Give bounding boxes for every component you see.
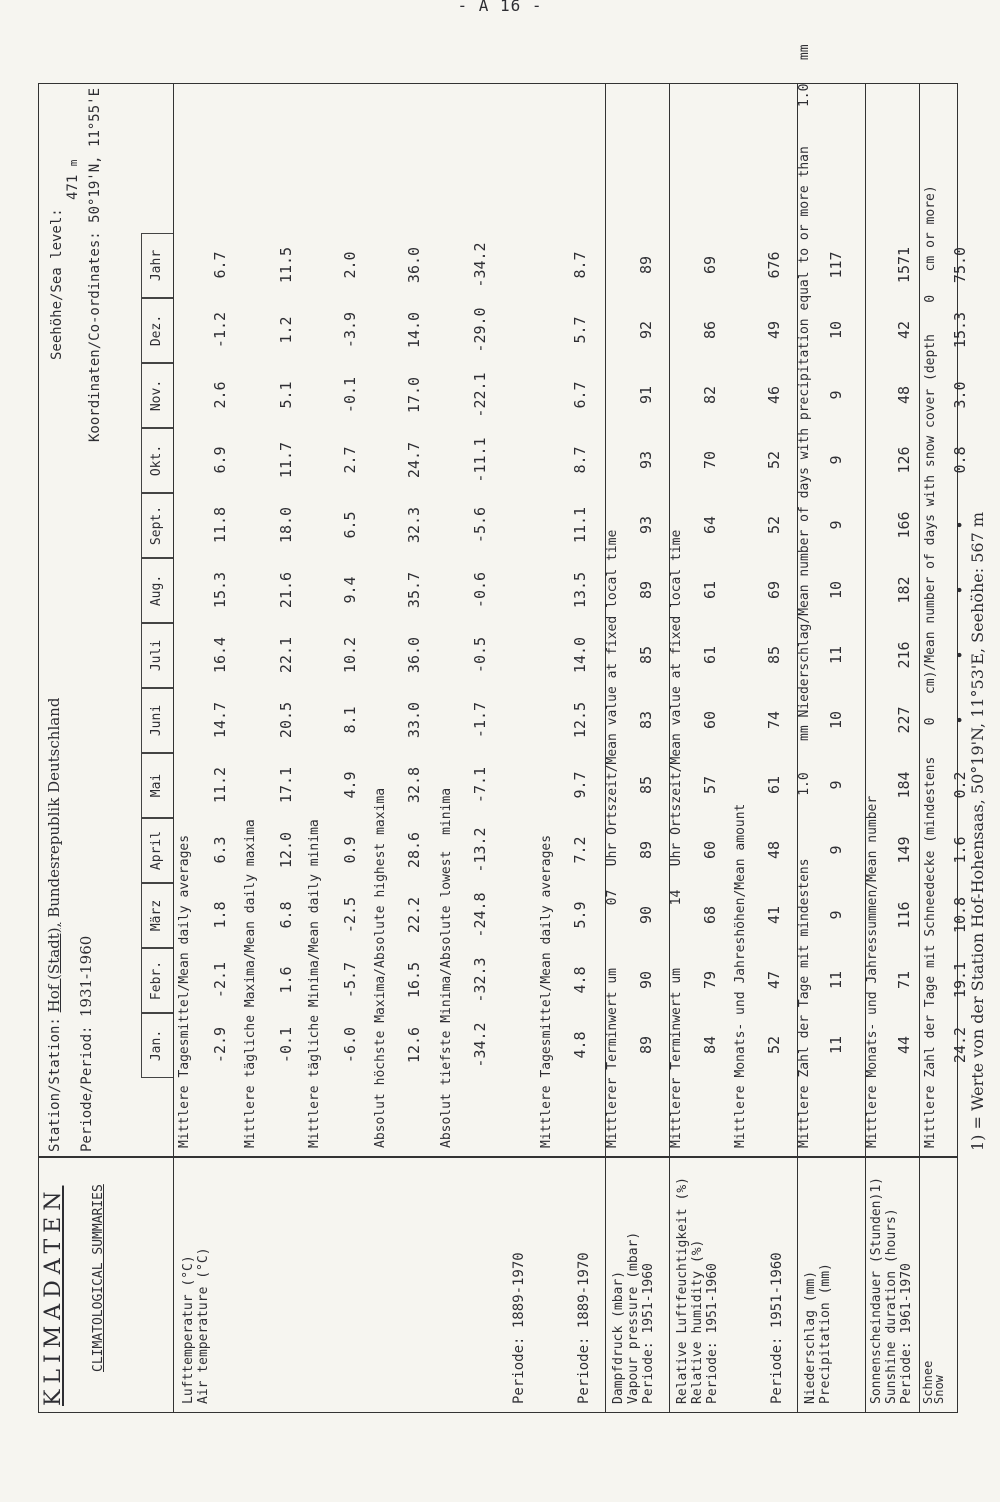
value-cell-hum07: 92 <box>637 320 655 340</box>
value-cell-precip_days: 10 <box>827 710 845 730</box>
value-cell-daily_max: 1.2 <box>277 316 295 344</box>
value-cell-abs_max: 16.5 <box>405 961 423 999</box>
value-cell-abs_max: 32.8 <box>405 766 423 804</box>
value-cell-hum14: 61 <box>701 645 719 665</box>
value-cell-daily_min: -0.1 <box>341 376 359 414</box>
vapour-pressure-label: Dampfdruck (mbar) Vapour pressure (mbar) Periode: 1951-1960 <box>611 1231 656 1404</box>
value-cell-abs_max: 36.0 <box>405 636 423 674</box>
value-cell-daily_min: 6.5 <box>341 511 359 539</box>
value-cell-sun: 182 <box>895 576 913 604</box>
month-header: Okt. <box>141 428 173 493</box>
value-cell-precip_days: 9 <box>827 845 845 855</box>
value-cell-mean_daily: 14.7 <box>211 701 229 739</box>
value-cell-snow: 10.8 <box>951 896 969 934</box>
value-cell-hum14: 68 <box>701 905 719 925</box>
period-humidity-14: Periode: 1951-1960 <box>769 1252 785 1404</box>
value-cell-sun: 166 <box>895 511 913 539</box>
value-cell-sun: 48 <box>895 385 913 405</box>
air-temperature-label: Lufttemperatur (°C) Air temperature (°C) <box>181 1247 211 1404</box>
row-label-mean_daily: Mittlere Tagesmittel/Mean daily averages <box>177 834 192 1148</box>
value-cell-hum07: 85 <box>637 775 655 795</box>
value-cell-daily_min: 0.9 <box>341 836 359 864</box>
row-label-abs_min: Absolut tiefste Minima/Absolute lowest minima <box>439 787 454 1148</box>
value-cell-precip_amt: 49 <box>765 320 783 340</box>
value-cell-precip_amt: 676 <box>765 251 783 279</box>
value-cell-sun: 71 <box>895 970 913 990</box>
month-header: Aug. <box>141 558 173 623</box>
value-cell-sun: 216 <box>895 641 913 669</box>
period-line: Periode/Period: 1931-1960 <box>77 935 95 1152</box>
row-label-hum07: Mittlerer Terminwert um 07 Uhr Ortszeit/Mean value at fixed local time <box>605 529 620 1148</box>
value-cell-snow: • <box>951 715 969 725</box>
page-title: KLIMADATEN <box>41 1185 66 1406</box>
value-cell-snow: 19.1 <box>951 961 969 999</box>
value-cell-vapour: 7.2 <box>571 836 589 864</box>
value-cell-daily_max: 11.5 <box>277 246 295 284</box>
month-header: Mai <box>141 753 173 818</box>
precipitation-label: Niederschlag (mm) Precipitation (mm) <box>803 1263 833 1404</box>
value-cell-abs_min: -11.1 <box>471 437 489 483</box>
value-cell-hum07: 90 <box>637 905 655 925</box>
month-header: Febr. <box>141 948 173 1013</box>
value-cell-daily_max: 20.5 <box>277 701 295 739</box>
value-cell-daily_max: 1.6 <box>277 966 295 994</box>
value-cell-precip_days: 10 <box>827 580 845 600</box>
value-cell-vapour: 12.5 <box>571 701 589 739</box>
value-cell-abs_min: -1.7 <box>471 701 489 739</box>
value-cell-sun: 44 <box>895 1035 913 1055</box>
value-cell-precip_amt: 69 <box>765 580 783 600</box>
value-cell-mean_daily: 6.7 <box>211 251 229 279</box>
value-cell-abs_max: 24.7 <box>405 441 423 479</box>
value-cell-vapour: 9.7 <box>571 771 589 799</box>
value-cell-precip_days: 9 <box>827 390 845 400</box>
value-cell-mean_daily: 6.9 <box>211 446 229 474</box>
snow-label: Schnee Snow <box>921 1360 946 1404</box>
row-label-sun: Mittlere Monats- und Jahressummen/Mean number <box>865 795 880 1148</box>
value-cell-precip_days: 9 <box>827 455 845 465</box>
value-cell-hum07: 89 <box>637 840 655 860</box>
value-cell-sun: 149 <box>895 836 913 864</box>
value-cell-abs_min: -5.6 <box>471 506 489 544</box>
value-cell-precip_amt: 52 <box>765 515 783 535</box>
value-cell-abs_max: 35.7 <box>405 571 423 609</box>
value-cell-abs_min: -34.2 <box>471 1022 489 1068</box>
value-cell-hum07: 89 <box>637 255 655 275</box>
value-cell-daily_max: -0.1 <box>277 1026 295 1064</box>
period-abs-min: Periode: 1889-1970 <box>576 1252 592 1404</box>
value-cell-hum14: 70 <box>701 450 719 470</box>
value-cell-vapour: 14.0 <box>571 636 589 674</box>
value-cell-mean_daily: 6.3 <box>211 836 229 864</box>
value-cell-abs_min: -29.0 <box>471 307 489 353</box>
value-cell-hum07: 90 <box>637 970 655 990</box>
value-cell-hum14: 60 <box>701 840 719 860</box>
coordinates-line: Koordinaten/Co-ordinates: 50°19'N, 11°55'E <box>87 87 103 442</box>
value-cell-hum07: 93 <box>637 450 655 470</box>
row-label-daily_max: Mittlere tägliche Maxima/Mean daily maxima <box>243 819 258 1148</box>
value-cell-precip_days: 9 <box>827 910 845 920</box>
month-header: Nov. <box>141 363 173 428</box>
value-cell-daily_max: 22.1 <box>277 636 295 674</box>
value-cell-abs_max: 12.6 <box>405 1026 423 1064</box>
value-cell-hum07: 91 <box>637 385 655 405</box>
value-cell-hum14: 82 <box>701 385 719 405</box>
month-header: Jan. <box>141 1013 173 1078</box>
value-cell-sun: 42 <box>895 320 913 340</box>
value-cell-abs_max: 33.0 <box>405 701 423 739</box>
month-header: Jahr <box>141 233 173 298</box>
value-cell-vapour: 8.7 <box>571 251 589 279</box>
row-label-daily_min: Mittlere tägliche Minima/Mean daily minima <box>307 819 322 1148</box>
elevation-line: Seehöhe/Sea level: 471 m <box>49 159 81 360</box>
value-cell-abs_min: -32.3 <box>471 957 489 1003</box>
value-cell-mean_daily: -2.9 <box>211 1026 229 1064</box>
value-cell-snow: 3.0 <box>951 381 969 409</box>
value-cell-daily_max: 5.1 <box>277 381 295 409</box>
humidity-label: Relative Luftfeuchtigkeit (%) Relative humidity (%) Periode: 1951-1960 <box>675 1177 720 1404</box>
label-column <box>39 1156 957 1412</box>
value-cell-mean_daily: -2.1 <box>211 961 229 999</box>
sunshine-label: Sonnenscheindauer (Stunden)1) Sunshine duration (hours) Periode: 1961-1970 <box>869 1177 914 1404</box>
value-cell-hum14: 79 <box>701 970 719 990</box>
value-cell-daily_min: -6.0 <box>341 1026 359 1064</box>
row-label-hum14: Mittlerer Terminwert um 14 Uhr Ortszeit/Mean value at fixed local time <box>669 529 684 1148</box>
value-cell-sun: 1571 <box>895 246 913 284</box>
value-cell-hum07: 89 <box>637 580 655 600</box>
value-cell-daily_min: -5.7 <box>341 961 359 999</box>
value-cell-vapour: 11.1 <box>571 506 589 544</box>
value-cell-precip_amt: 47 <box>765 970 783 990</box>
value-cell-precip_amt: 48 <box>765 840 783 860</box>
value-cell-precip_amt: 41 <box>765 905 783 925</box>
value-cell-abs_max: 17.0 <box>405 376 423 414</box>
value-cell-abs_max: 28.6 <box>405 831 423 869</box>
value-cell-precip_days: 10 <box>827 320 845 340</box>
value-cell-snow: 75.0 <box>951 246 969 284</box>
value-cell-abs_max: 36.0 <box>405 246 423 284</box>
month-header: März <box>141 883 173 948</box>
month-header: April <box>141 818 173 883</box>
value-cell-daily_min: 9.4 <box>341 576 359 604</box>
value-cell-abs_min: -0.6 <box>471 571 489 609</box>
value-cell-precip_days: 11 <box>827 970 845 990</box>
value-cell-abs_max: 32.3 <box>405 506 423 544</box>
value-cell-mean_daily: -1.2 <box>211 311 229 349</box>
value-cell-hum14: 86 <box>701 320 719 340</box>
value-cell-daily_min: -2.5 <box>341 896 359 934</box>
value-cell-precip_days: 9 <box>827 520 845 530</box>
row-label-precip_amt: Mittlere Monats- und Jahreshöhen/Mean amount <box>733 803 748 1148</box>
value-cell-hum14: 61 <box>701 580 719 600</box>
value-cell-precip_amt: 52 <box>765 1035 783 1055</box>
value-cell-precip_amt: 61 <box>765 775 783 795</box>
value-cell-hum07: 83 <box>637 710 655 730</box>
value-cell-snow: • <box>951 585 969 595</box>
value-cell-snow: 24.2 <box>951 1026 969 1064</box>
value-cell-vapour: 6.7 <box>571 381 589 409</box>
value-cell-snow: • <box>951 520 969 530</box>
value-cell-vapour: 5.9 <box>571 901 589 929</box>
value-cell-abs_max: 14.0 <box>405 311 423 349</box>
climate-table-sheet <box>38 44 987 1413</box>
value-cell-daily_max: 21.6 <box>277 571 295 609</box>
value-cell-hum14: 69 <box>701 255 719 275</box>
footnote: 1) = Werte von der Station Hof-Hohensaas, 50°19'N, 11°53'E, Seehöhe: 567 m <box>968 511 987 1151</box>
value-cell-snow: 15.3 <box>951 311 969 349</box>
value-cell-daily_max: 18.0 <box>277 506 295 544</box>
value-cell-snow: 1.6 <box>951 836 969 864</box>
month-header: Sept. <box>141 493 173 558</box>
value-cell-daily_max: 17.1 <box>277 766 295 804</box>
value-cell-abs_min: -34.2 <box>471 242 489 288</box>
period-abs-max: Periode: 1889-1970 <box>511 1252 527 1404</box>
value-cell-vapour: 8.7 <box>571 446 589 474</box>
value-cell-mean_daily: 11.2 <box>211 766 229 804</box>
value-cell-precip_amt: 52 <box>765 450 783 470</box>
value-cell-mean_daily: 16.4 <box>211 636 229 674</box>
value-cell-mean_daily: 15.3 <box>211 571 229 609</box>
climate-table <box>38 44 969 1413</box>
value-cell-vapour: 5.7 <box>571 316 589 344</box>
value-cell-abs_min: -22.1 <box>471 372 489 418</box>
value-cell-daily_min: 2.0 <box>341 251 359 279</box>
value-cell-precip_days: 11 <box>827 1035 845 1055</box>
value-cell-daily_max: 6.8 <box>277 901 295 929</box>
value-cell-precip_amt: 74 <box>765 710 783 730</box>
value-cell-sun: 227 <box>895 706 913 734</box>
value-cell-mean_daily: 1.8 <box>211 901 229 929</box>
value-cell-precip_amt: 46 <box>765 385 783 405</box>
value-cell-snow: 0.8 <box>951 446 969 474</box>
value-cell-precip_days: 117 <box>827 251 845 279</box>
value-cell-daily_min: 10.2 <box>341 636 359 674</box>
value-cell-precip_days: 9 <box>827 780 845 790</box>
value-cell-snow: • <box>951 650 969 660</box>
row-label-abs_max: Absolut höchste Maxima/Absolute highest maxima <box>373 787 388 1148</box>
value-cell-daily_min: 2.7 <box>341 446 359 474</box>
value-cell-hum07: 85 <box>637 645 655 665</box>
value-cell-vapour: 4.8 <box>571 1031 589 1059</box>
value-cell-sun: 184 <box>895 771 913 799</box>
value-cell-abs_max: 22.2 <box>405 896 423 934</box>
value-cell-precip_days: 11 <box>827 645 845 665</box>
value-cell-daily_min: 4.9 <box>341 771 359 799</box>
value-cell-snow: 0.2 <box>951 771 969 799</box>
page-number: - A 16 - <box>457 0 543 15</box>
value-cell-hum07: 89 <box>637 1035 655 1055</box>
value-cell-daily_max: 12.0 <box>277 831 295 869</box>
row-label-precip_days: Mittlere Zahl der Tage mit mindestens 1.0 mm Niederschlag/Mean number of days with precipitation equal to or more than 1.0 mm <box>797 44 812 1148</box>
station-line: Station/Station: Hof (Stadt), Bundesrepublik Deutschland <box>45 697 63 1152</box>
value-cell-abs_min: -7.1 <box>471 766 489 804</box>
data-area <box>39 44 969 1158</box>
month-header: Dez. <box>141 298 173 363</box>
value-cell-sun: 116 <box>895 901 913 929</box>
value-cell-hum14: 84 <box>701 1035 719 1055</box>
value-cell-vapour: 13.5 <box>571 571 589 609</box>
value-cell-hum14: 60 <box>701 710 719 730</box>
month-header: Juni <box>141 688 173 753</box>
value-cell-hum07: 93 <box>637 515 655 535</box>
value-cell-sun: 126 <box>895 446 913 474</box>
row-label-vapour: Mittlere Tagesmittel/Mean daily averages <box>539 834 554 1148</box>
page-subtitle: CLIMATOLOGICAL SUMMARIES <box>91 1184 106 1372</box>
value-cell-abs_min: -24.8 <box>471 892 489 938</box>
value-cell-abs_min: -0.5 <box>471 636 489 674</box>
value-cell-daily_max: 11.7 <box>277 441 295 479</box>
value-cell-precip_amt: 85 <box>765 645 783 665</box>
value-cell-daily_min: -3.9 <box>341 311 359 349</box>
value-cell-vapour: 4.8 <box>571 966 589 994</box>
value-cell-hum14: 64 <box>701 515 719 535</box>
value-cell-mean_daily: 11.8 <box>211 506 229 544</box>
row-label-snow: Mittlere Zahl der Tage mit Schneedecke (mindestens 0 cm)/Mean number of days with snow cover (depth 0 cm or more) <box>923 185 938 1148</box>
month-header: Juli <box>141 623 173 688</box>
value-cell-mean_daily: 2.6 <box>211 381 229 409</box>
value-cell-hum14: 57 <box>701 775 719 795</box>
value-cell-abs_min: -13.2 <box>471 827 489 873</box>
value-cell-daily_min: 8.1 <box>341 706 359 734</box>
